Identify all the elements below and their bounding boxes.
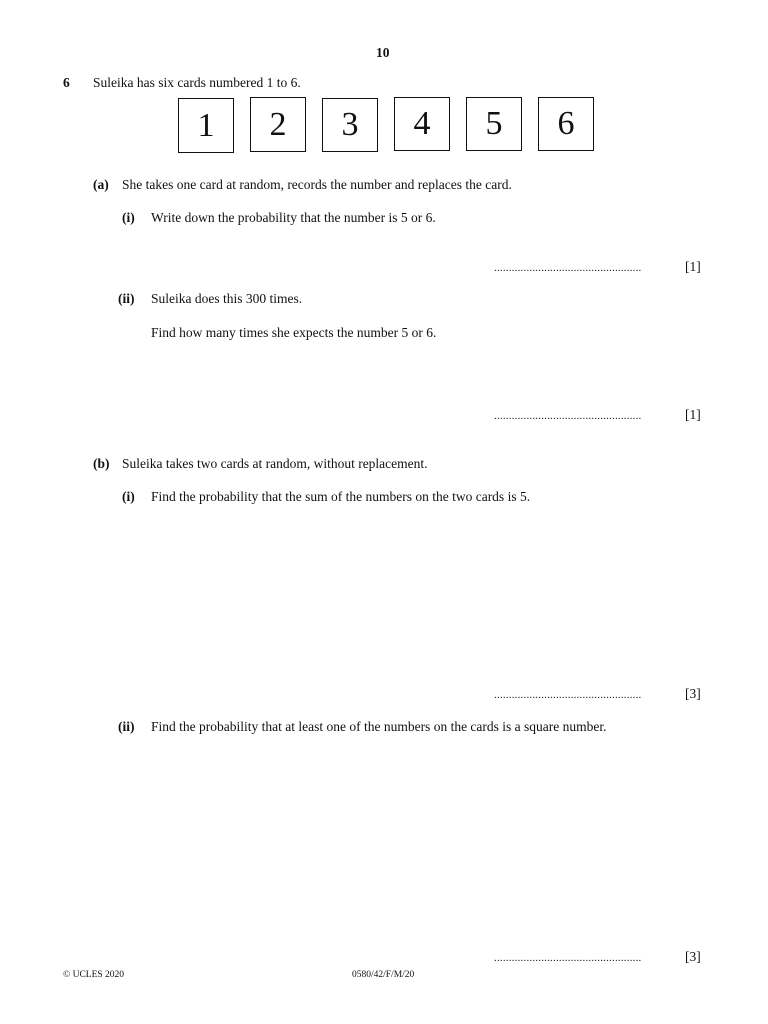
part-a-ii-label: (ii) [118,291,135,306]
part-b-ii-label: (ii) [118,719,135,734]
answer-line-a-ii[interactable]: .................................................. [494,410,642,422]
part-b-text: Suleika takes two cards at random, without replacement. [122,456,428,471]
card-5: 5 [466,97,522,151]
marks-a-ii: [1] [685,407,701,422]
part-a-i-text: Write down the probability that the number is 5 or 6. [151,210,436,225]
question-stem: Suleika has six cards numbered 1 to 6. [93,75,301,90]
answer-line-a-i[interactable]: .................................................. [494,262,642,274]
marks-b-ii: [3] [685,949,701,964]
card-1: 1 [178,98,234,153]
card-6: 6 [538,97,594,151]
part-b-i-text: Find the probability that the sum of the numbers on the two cards is 5. [151,489,531,504]
part-a-ii-text-2: Find how many times she expects the number 5 or 6. [151,325,437,340]
card-4: 4 [394,97,450,151]
part-b-label: (b) [93,456,110,471]
answer-line-b-ii[interactable]: .................................................. [494,952,642,964]
part-a-text: She takes one card at random, records the number and replaces the card. [122,177,512,192]
marks-b-i: [3] [685,686,701,701]
marks-a-i: [1] [685,259,701,274]
part-a-i-label: (i) [122,210,135,225]
footer-code: 0580/42/F/M/20 [352,970,415,980]
card-2: 2 [250,97,306,152]
answer-line-b-i[interactable]: .................................................. [494,689,642,701]
page-number: 10 [376,45,390,60]
part-b-i-label: (i) [122,489,135,504]
question-number: 6 [63,75,70,90]
footer-copyright: © UCLES 2020 [63,970,125,980]
part-b-ii-text: Find the probability that at least one of the numbers on the cards is a square number. [151,719,607,734]
part-a-ii-text-1: Suleika does this 300 times. [151,291,303,306]
part-a-label: (a) [93,177,109,192]
card-3: 3 [322,98,378,152]
